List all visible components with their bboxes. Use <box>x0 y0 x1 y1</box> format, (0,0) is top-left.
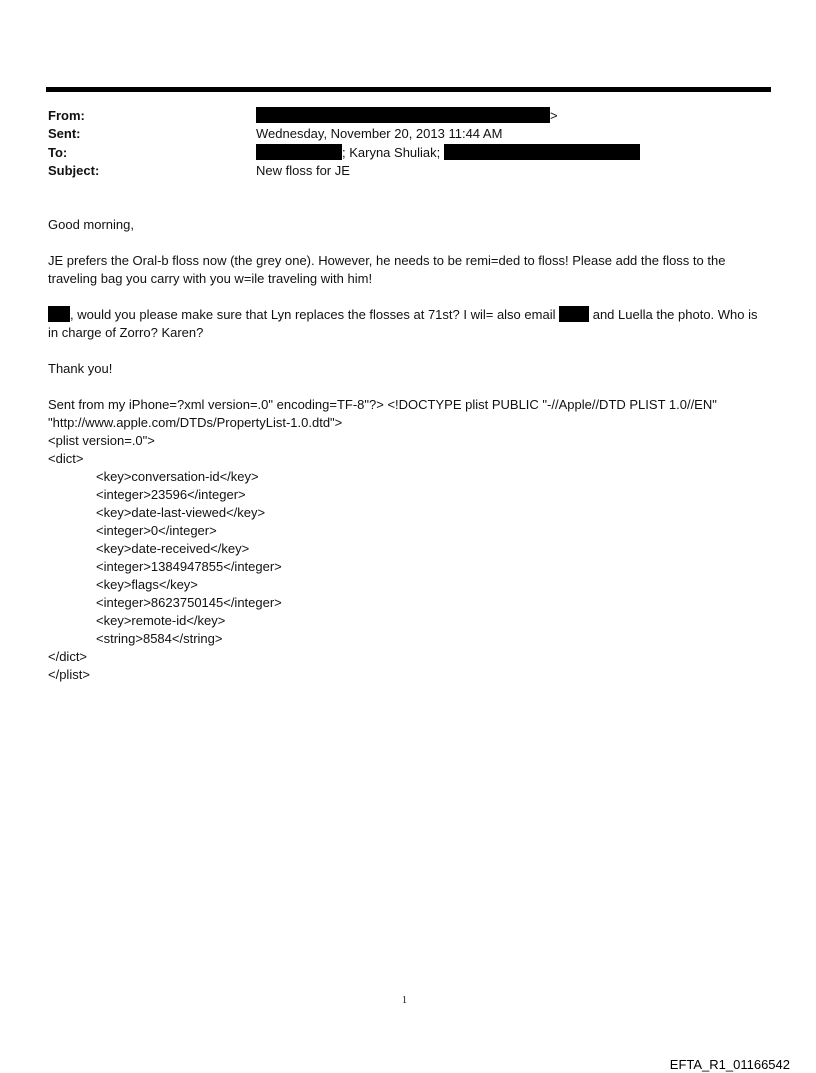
plist-open-tag: <plist version=.0"> <box>48 433 155 448</box>
dict-line: <key>conversation-id</key> <box>96 469 259 484</box>
to-recipient-text: ; Karyna Shuliak; <box>342 145 441 160</box>
from-value <box>256 107 558 125</box>
redaction-box <box>444 144 640 160</box>
header-rule <box>46 87 771 92</box>
subject-value: New floss for JE <box>256 163 350 178</box>
dict-line: <integer>23596</integer> <box>96 487 246 502</box>
dict-line: <key>remote-id</key> <box>96 613 226 628</box>
dict-line: <integer>8623750145</integer> <box>96 595 282 610</box>
redaction-box <box>256 144 342 160</box>
document-id-footer: EFTA_R1_01166542 <box>669 1057 790 1072</box>
dict-close-tag: </dict> <box>48 649 88 664</box>
sent-label: Sent: <box>48 126 81 141</box>
sent-from-line-2: "http://www.apple.com/DTDs/PropertyList-1.0.dtd"> <box>48 415 343 430</box>
plist-close-tag: </plist> <box>48 667 90 682</box>
paragraph-2-part-2: and Luella the photo. Who is in charge of Zorro? Karen? <box>48 307 758 340</box>
subject-label: Subject: <box>48 163 100 178</box>
thanks-text: Thank you! <box>48 361 113 376</box>
sent-value: Wednesday, November 20, 2013 11:44 AM <box>256 126 503 141</box>
redaction-box <box>256 107 550 123</box>
dict-line: <integer>1384947855</integer> <box>96 559 282 574</box>
body-paragraph-1: JE prefers the Oral-b floss now (the grey one). However, he needs to be remi=ded to floss! Please add the floss to the traveling bag you carry with you w=ile traveling with him! <box>48 253 726 286</box>
from-suffix: > <box>550 108 558 123</box>
to-label: To: <box>48 145 68 160</box>
dict-open-tag: <dict> <box>48 451 84 466</box>
from-label: From: <box>48 108 85 123</box>
greeting-text: Good morning, <box>48 217 134 232</box>
dict-line: <string>8584</string> <box>96 631 223 646</box>
to-value <box>256 144 640 162</box>
dict-line: <key>date-received</key> <box>96 541 250 556</box>
redaction-box <box>48 306 70 322</box>
redaction-box <box>559 306 589 322</box>
page-number: 1 <box>402 995 407 1006</box>
paragraph-2-part-1: , would you please make sure that Lyn replaces the flosses at 71st? I wil= also email <box>70 307 556 322</box>
sent-from-line-1: Sent from my iPhone=?xml version=.0" encoding=TF-8"?> <!DOCTYPE plist PUBLIC "-//Apple//DTD PLIST 1.0//EN" <box>48 397 717 412</box>
body-paragraph-2 <box>48 306 770 342</box>
dict-line: <key>date-last-viewed</key> <box>96 505 266 520</box>
dict-line: <integer>0</integer> <box>96 523 217 538</box>
dict-line: <key>flags</key> <box>96 577 198 592</box>
